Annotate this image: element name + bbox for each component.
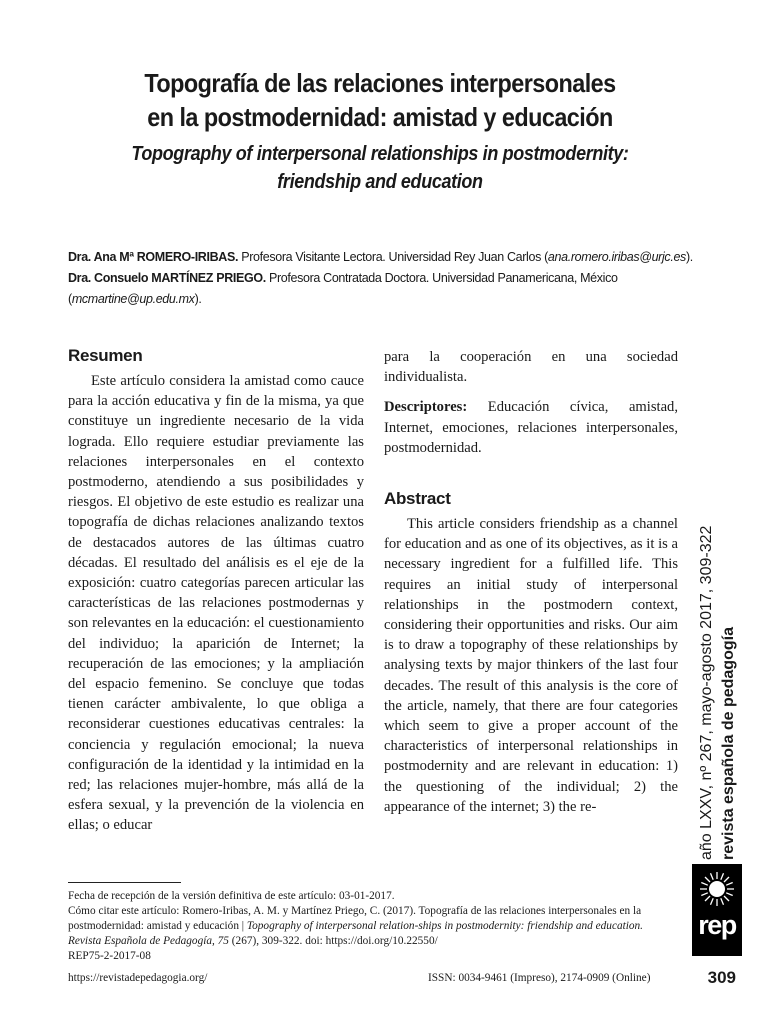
- resumen-heading: Resumen: [68, 346, 143, 365]
- logo-wordmark: rep: [698, 910, 736, 940]
- journal-url[interactable]: https://revistadepedagogia.org/: [68, 972, 208, 984]
- abstract-heading: Abstract: [384, 489, 451, 509]
- title-english-line: Topography of interpersonal relationships in postmodernity:: [131, 143, 629, 165]
- journal-name: revista española de pedagogía: [720, 627, 737, 860]
- issn: ISSN: 0034-9461 (Impreso), 2174-0909 (Online): [428, 972, 651, 984]
- right-column: [384, 347, 678, 817]
- title-spanish: [92, 66, 668, 134]
- sunburst-icon: [698, 870, 736, 908]
- descriptores: [384, 397, 678, 458]
- citation: [68, 904, 678, 949]
- page-number: 309: [707, 968, 736, 987]
- reception-date: Fecha de recepción de la versión definitiva de este artículo: 03-01-2017.: [68, 890, 395, 902]
- side-running-head: [696, 520, 740, 860]
- citation-text: Cómo citar este artículo: Romero-Iribas, A. M. y Martínez Priego, C. (2017). Topografía de las relaciones interpersonales en la postmodernidad: amistad y educación |: [68, 905, 642, 932]
- author-close: ).: [194, 292, 202, 306]
- author-affiliation: Profesora Visitante Lectora. Universidad Rey Juan Carlos (: [238, 250, 548, 264]
- author-email[interactable]: ana.romero.iribas@urjc.es: [547, 250, 686, 264]
- resumen-text: Este artículo considera la amistad como cauce para la acción educativa y fin de la misma, ya que constituye un ingrediente necesario de la vida lograda. Ello requiere estudiar previamente las relaciones interpersonales en el contexto postmoderno, atendiendo a sus posibilidades y riesgos. El objetivo de este estudio es realizar una topografía de dichas relaciones analizando textos de destacados autores de las últimas cuatro décadas. El resultado del análisis es el eje de la exposición: cuatro categorías parecen articular las características de las relaciones postmodernas y son relevantes en la educación: el cuestionamiento del individuo; la aparición de Internet; la recuperación de las emociones; y la ampliación del espacio femenino. Se concluye que todas tienen carácter ambivalente, lo que obliga a reconsiderar cuestiones educativas centrales: la conciencia y regulación emocional; la nueva configuración de la identidad y la intimidad en la red; las relaciones mujer-hombre, más allá de la esfera sexual, y la prevención de la violencia en ellas; o educar: [68, 373, 364, 834]
- left-column: [68, 345, 364, 836]
- author-line: [68, 247, 708, 268]
- footnotes: [68, 882, 678, 964]
- title-english-line: friendship and education: [277, 171, 483, 193]
- author-email[interactable]: mcmartine@up.edu.mx: [71, 292, 195, 306]
- footnote-divider: [68, 882, 181, 883]
- title-spanish-line: en la postmodernidad: amistad y educación: [147, 102, 613, 132]
- abstract-text: This article considers friendship as a channel for education and as one of its objectives, as it is a necessary ingredient for a fulfilled life. This requires an initial study of interpersonal relationships in the postmodern context, considering their opportunities and risks. Our aim is to draw a topography of these relationships by analysing texts by major thinkers of the last four decades. The result of this analysis is the core of the article, namely, that there are four categories which seem to give a proper account of the characteristics of interpersonal relationships in postmodernity and are relevant in education: 1) the questioning of the individual; 2) the appearance of the internet; 3) the re-: [384, 516, 678, 815]
- citation-doi[interactable]: (267), 309-322. doi: https://doi.org/10.22550/: [228, 935, 438, 947]
- descriptores-text: Educación cívica, amistad, Internet, emociones, relaciones interpersonales, postmodernidad.: [384, 399, 678, 456]
- title-english: [92, 140, 668, 196]
- title-block: [60, 66, 700, 196]
- citation-italic: Topography of interpersonal relation-ships in postmodernity: friendship and education. Revista Española de Pedagogía, 75: [68, 920, 644, 947]
- author-affiliation: Profesora Contratada Doctora. Universidad Panamericana, México (: [68, 271, 618, 306]
- page-footer: [68, 970, 736, 990]
- author-name: Dra. Consuelo MARTÍNEZ PRIEGO.: [68, 271, 266, 285]
- resumen-continuation: para la cooperación en una sociedad individualista.: [384, 349, 678, 386]
- title-spanish-line: Topografía de las relaciones interpersonales: [144, 68, 616, 98]
- author-name: Dra. Ana Mª ROMERO-IRIBAS.: [68, 250, 239, 264]
- author-close: ).: [685, 250, 693, 264]
- descriptores-label: Descriptores:: [384, 399, 468, 416]
- citation-ref: REP75-2-2017-08: [68, 950, 151, 962]
- issue-info: año LXXV, nº 267, mayo-agosto 2017, 309-322: [698, 525, 715, 860]
- authors-block: [68, 247, 708, 310]
- rep-logo: [692, 864, 742, 956]
- author-line: [68, 268, 708, 310]
